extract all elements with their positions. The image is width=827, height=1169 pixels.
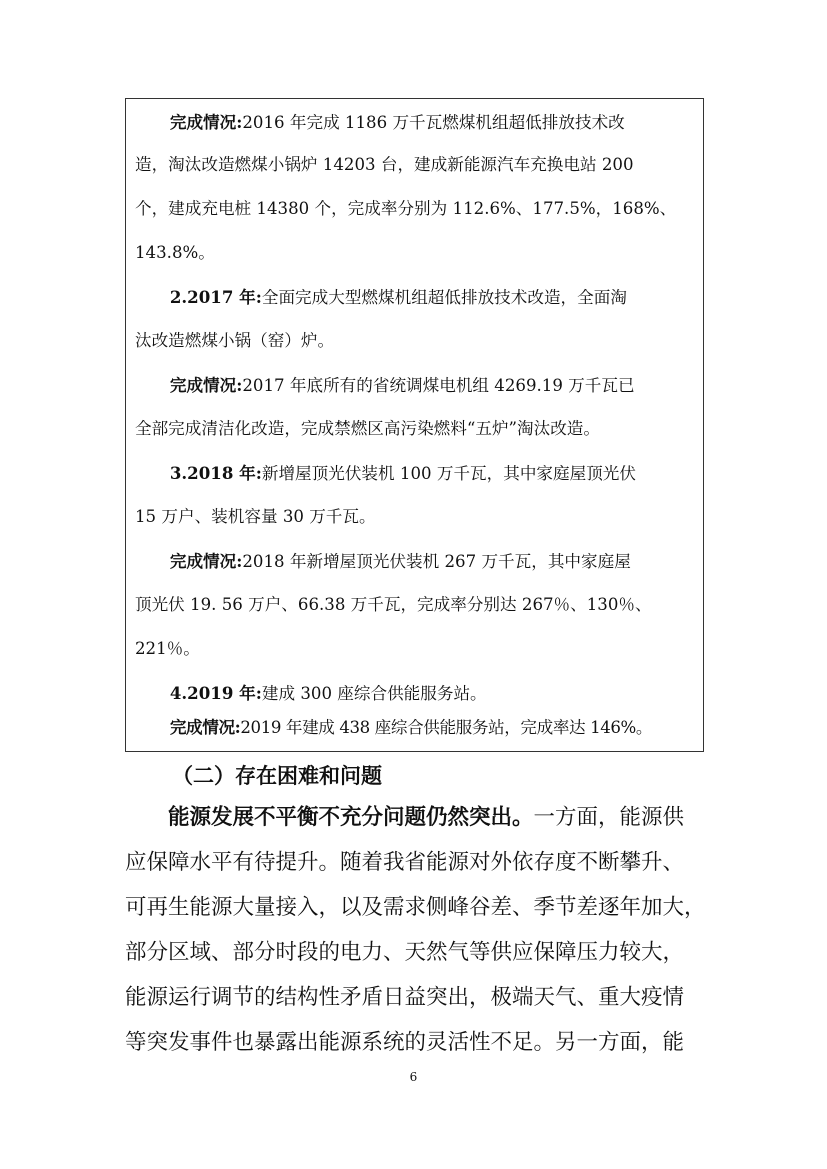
- box-paragraph-3: 完成情况:2017 年底所有的省统调煤电机组 4269.19 万千瓦已: [169, 375, 635, 395]
- box-paragraph-1-line-3: 个，建成充电桩 14380 个，完成率分别为 112.6%、177.5%，168%、: [135, 199, 677, 218]
- box-paragraph-5: 完成情况:2018 年新增屋顶光伏装机 267 万千瓦，其中家庭屋: [169, 551, 631, 571]
- box-paragraph-4-line-2: 15 万户、装机容量 30 万千瓦。: [135, 507, 376, 526]
- box-paragraph-1: 完成情况:2016 年完成 1186 万千瓦燃煤机组超低排放技术改: [169, 112, 625, 132]
- box-paragraph-1-line-4: 143.8%。: [135, 243, 215, 262]
- box-paragraph-2-line-2: 汰改造燃煤小锅（窑）炉。: [135, 331, 335, 350]
- label-year-2019: 4.2019 年:: [169, 683, 262, 703]
- label-completion: 完成情况:: [169, 717, 241, 737]
- label-completion: 完成情况:: [169, 551, 243, 571]
- box-paragraph-5-line-2: 顶光伏 19. 56 万户、66.38 万千瓦，完成率分别达 267％、130％、: [135, 595, 652, 614]
- section-heading: （二）存在困难和问题: [172, 763, 382, 788]
- body-line-1: 能源发展不平衡不充分问题仍然突出。一方面，能源供: [168, 805, 685, 830]
- label-completion: 完成情况:: [169, 112, 243, 132]
- body-line-3: 可再生能源大量接入，以及需求侧峰谷差、季节差逐年加大，: [125, 895, 706, 920]
- box-paragraph-2: 2.2017 年:全面完成大型燃煤机组超低排放技术改造，全面淘: [169, 287, 627, 307]
- body-line-5: 能源运行调节的结构性矛盾日益突出，极端天气、重大疫情: [125, 985, 685, 1010]
- box-paragraph-1-line-2: 造，淘汰改造燃煤小锅炉 14203 台，建成新能源汽车充换电站 200: [135, 155, 634, 174]
- body-line-2: 应保障水平有待提升。随着我省能源对外依存度不断攀升、: [125, 850, 685, 875]
- lead-bold-text: 能源发展不平衡不充分问题仍然突出。: [168, 805, 534, 830]
- page-number: 6: [409, 1070, 418, 1084]
- box-paragraph-5-line-3: 221％。: [135, 639, 200, 658]
- box-paragraph-3-line-2: 全部完成清洁化改造，完成禁燃区高污染燃料“五炉”淘汰改造。: [135, 419, 600, 438]
- box-paragraph-6: 4.2019 年:建成 300 座综合供能服务站。: [169, 683, 487, 703]
- box-paragraph-7: 完成情况:2019 年建成 438 座综合供能服务站，完成率达 146%。: [169, 717, 653, 737]
- body-line-6: 等突发事件也暴露出能源系统的灵活性不足。另一方面，能: [125, 1030, 685, 1055]
- body-line-4: 部分区域、部分时段的电力、天然气等供应保障压力较大，: [125, 940, 685, 965]
- label-year-2017: 2.2017 年:: [169, 287, 262, 307]
- label-completion: 完成情况:: [169, 375, 243, 395]
- label-year-2018: 3.2018 年:: [169, 463, 262, 483]
- box-paragraph-4: 3.2018 年:新增屋顶光伏装机 100 万千瓦，其中家庭屋顶光伏: [169, 463, 636, 483]
